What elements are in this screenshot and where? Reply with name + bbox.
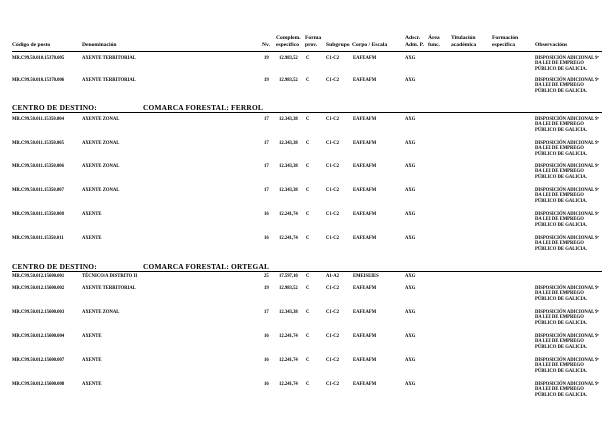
cell-codigo: MR.C99.50.012.15600.003 bbox=[12, 310, 65, 315]
observation-line: DA LEI DE EMPREGO bbox=[535, 339, 584, 345]
cell-complemento: 12.983,52 bbox=[279, 286, 298, 291]
cell-adscripcion: AXG bbox=[405, 236, 416, 241]
cell-subgrupo: C1-C2 bbox=[326, 212, 340, 217]
observation-line: PÚBLICO DE GALICIA. bbox=[535, 174, 587, 180]
cell-adscripcion: AXG bbox=[405, 78, 416, 83]
cell-corpo: EAFEAFM bbox=[353, 382, 377, 387]
header-complemento-2: específico bbox=[276, 42, 299, 48]
cell-subgrupo: C1-C2 bbox=[326, 78, 340, 83]
observation-line: DA LEI DE EMPREGO bbox=[535, 193, 584, 199]
cell-complemento: 12.343,38 bbox=[279, 117, 298, 122]
cell-observaciones bbox=[535, 236, 599, 252]
cell-corpo: EAFEAFM bbox=[353, 358, 377, 363]
observation-line: PÚBLICO DE GALICIA. bbox=[535, 127, 587, 133]
cell-subgrupo: C1-C2 bbox=[326, 358, 340, 363]
cell-adscripcion: AXG bbox=[405, 310, 416, 315]
observation-line: DISPOSICIÓN ADICIONAL 9ª bbox=[535, 56, 599, 61]
cell-complemento: 12.343,38 bbox=[279, 141, 298, 146]
cell-adscripcion: AXG bbox=[405, 117, 416, 122]
observation-line: PÚBLICO DE GALICIA. bbox=[535, 66, 587, 72]
cell-complemento: 12.241,74 bbox=[279, 382, 298, 387]
cell-subgrupo: C1-C2 bbox=[326, 382, 340, 387]
cell-subgrupo: C1-C2 bbox=[326, 164, 340, 169]
cell-complemento: 12.241,74 bbox=[279, 212, 298, 217]
cell-observaciones bbox=[535, 117, 599, 133]
cell-nivel: 16 bbox=[264, 334, 269, 339]
observation-line: DISPOSICIÓN ADICIONAL 9ª bbox=[535, 286, 599, 291]
cell-codigo: MR.C99.50.011.15350.006 bbox=[12, 164, 64, 169]
cell-subgrupo: C1-C2 bbox=[326, 286, 340, 291]
cell-observaciones bbox=[535, 141, 599, 157]
cell-forma: C bbox=[306, 56, 310, 61]
observation-line: DISPOSICIÓN ADICIONAL 9ª bbox=[535, 358, 599, 363]
cell-nivel: 19 bbox=[264, 78, 269, 83]
cell-forma: C bbox=[306, 286, 310, 291]
header-observaciones: Observacións bbox=[535, 42, 568, 48]
cell-nivel: 25 bbox=[264, 274, 269, 279]
cell-codigo: MR.C99.50.012.15600.002 bbox=[12, 286, 65, 291]
header-area-2: func. bbox=[428, 42, 440, 48]
cell-subgrupo: C1-C2 bbox=[326, 117, 340, 122]
header-formacion-2: específica bbox=[492, 42, 515, 48]
cell-forma: C bbox=[306, 117, 310, 122]
cell-denominacion: AXENTE ZONAL bbox=[82, 188, 120, 193]
section-rule bbox=[12, 112, 602, 113]
cell-forma: C bbox=[306, 358, 310, 363]
cell-denominacion: AXENTE TERRITORIAL bbox=[82, 286, 136, 291]
cell-nivel: 16 bbox=[264, 382, 269, 387]
cell-complemento: 12.241,74 bbox=[279, 334, 298, 339]
header-forma-2: prov. bbox=[305, 42, 318, 48]
cell-codigo: MR.C99.50.012.15600.007 bbox=[12, 358, 65, 363]
observation-line: PÚBLICO DE GALICIA. bbox=[535, 246, 587, 252]
observation-line: DA LEI DE EMPREGO bbox=[535, 146, 584, 152]
observation-line: DA LEI DE EMPREGO bbox=[535, 387, 584, 393]
observation-line: DISPOSICIÓN ADICIONAL 9ª bbox=[535, 164, 599, 169]
section-label: CENTRO DE DESTINO: bbox=[12, 103, 97, 112]
header-codigo: Código de posto bbox=[12, 42, 51, 48]
observation-line: DA LEI DE EMPREGO bbox=[535, 315, 584, 321]
cell-forma: C bbox=[306, 382, 310, 387]
observation-line: DISPOSICIÓN ADICIONAL 9ª bbox=[535, 117, 599, 122]
header-denominacion: Denominación bbox=[82, 42, 117, 48]
cell-corpo: EAFEAFM bbox=[353, 286, 377, 291]
cell-complemento: 12.343,38 bbox=[279, 310, 298, 315]
header-titulacion-2: académica bbox=[451, 42, 477, 48]
observation-line: DA LEI DE EMPREGO bbox=[535, 122, 584, 128]
cell-denominacion: AXENTE ZONAL bbox=[82, 164, 120, 169]
observation-line: PÚBLICO DE GALICIA. bbox=[535, 368, 587, 374]
cell-nivel: 16 bbox=[264, 212, 269, 217]
cell-adscripcion: AXG bbox=[405, 334, 416, 339]
observation-line: PÚBLICO DE GALICIA. bbox=[535, 151, 587, 157]
cell-forma: C bbox=[306, 188, 310, 193]
observation-line: DA LEI DE EMPREGO bbox=[535, 169, 584, 175]
section-title: COMARCA FORESTAL: FERROL bbox=[143, 103, 264, 112]
cell-adscripcion: AXG bbox=[405, 358, 416, 363]
observation-line: DISPOSICIÓN ADICIONAL 9ª bbox=[535, 212, 599, 217]
cell-corpo: EAFEAFM bbox=[353, 141, 377, 146]
cell-denominacion: AXENTE bbox=[82, 358, 102, 363]
header-nivel: Nv. bbox=[262, 42, 270, 48]
cell-forma: C bbox=[306, 334, 310, 339]
observation-line: DISPOSICIÓN ADICIONAL 9ª bbox=[535, 141, 599, 146]
cell-corpo: EAFEAFM bbox=[353, 236, 377, 241]
observation-line: DISPOSICIÓN ADICIONAL 9ª bbox=[535, 78, 599, 83]
header-rule bbox=[12, 51, 602, 52]
cell-observaciones bbox=[535, 286, 599, 302]
cell-subgrupo: C1-C2 bbox=[326, 188, 340, 193]
cell-denominacion: AXENTE ZONAL bbox=[82, 310, 120, 315]
cell-corpo: EAFEAFM bbox=[353, 117, 377, 122]
cell-corpo: EMEISEIES bbox=[353, 274, 379, 279]
cell-adscripcion: AXG bbox=[405, 286, 416, 291]
cell-observaciones bbox=[535, 310, 599, 326]
section-label: CENTRO DE DESTINO: bbox=[12, 262, 97, 271]
cell-nivel: 16 bbox=[264, 236, 269, 241]
cell-complemento: 12.241,74 bbox=[279, 358, 298, 363]
cell-denominacion: AXENTE TERRITORIAL bbox=[82, 56, 136, 61]
observation-line: DA LEI DE EMPREGO bbox=[535, 291, 584, 297]
observation-line: DISPOSICIÓN ADICIONAL 9ª bbox=[535, 310, 599, 315]
cell-codigo: MR.C99.50.011.15350.005 bbox=[12, 141, 64, 146]
cell-complemento: 12.343,38 bbox=[279, 188, 298, 193]
cell-adscripcion: AXG bbox=[405, 56, 416, 61]
cell-codigo: MR.C99.50.012.15600.008 bbox=[12, 382, 65, 387]
cell-corpo: EAFEAFM bbox=[353, 334, 377, 339]
observation-line: DISPOSICIÓN ADICIONAL 9ª bbox=[535, 188, 599, 193]
cell-denominacion: AXENTE TERRITORIAL bbox=[82, 78, 136, 83]
observation-line: DA LEI DE EMPREGO bbox=[535, 61, 584, 67]
observation-line: DA LEI DE EMPREGO bbox=[535, 217, 584, 223]
cell-subgrupo: C1-C2 bbox=[326, 334, 340, 339]
header-forma-1: Forma bbox=[305, 35, 322, 41]
cell-denominacion: AXENTE ZONAL bbox=[82, 141, 120, 146]
cell-codigo: MR.C99.50.011.15350.004 bbox=[12, 117, 64, 122]
cell-subgrupo: C1-C2 bbox=[326, 310, 340, 315]
cell-forma: C bbox=[306, 310, 310, 315]
cell-complemento: 12.343,38 bbox=[279, 164, 298, 169]
header-formacion-1: Formación bbox=[492, 35, 519, 41]
cell-corpo: EAFEAFM bbox=[353, 56, 377, 61]
section-rule bbox=[12, 271, 602, 272]
observation-line: PÚBLICO DE GALICIA. bbox=[535, 344, 587, 350]
cell-denominacion: AXENTE bbox=[82, 334, 102, 339]
cell-corpo: EAFEAFM bbox=[353, 310, 377, 315]
cell-corpo: EAFEAFM bbox=[353, 164, 377, 169]
cell-codigo: MR.C99.50.011.15350.007 bbox=[12, 188, 64, 193]
cell-adscripcion: AXG bbox=[405, 274, 416, 279]
cell-subgrupo: C1-C2 bbox=[326, 141, 340, 146]
cell-nivel: 17 bbox=[264, 117, 269, 122]
cell-corpo: EAFEAFM bbox=[353, 78, 377, 83]
cell-corpo: EAFEAFM bbox=[353, 212, 377, 217]
observation-line: DA LEI DE EMPREGO bbox=[535, 83, 584, 89]
cell-adscripcion: AXG bbox=[405, 212, 416, 217]
cell-nivel: 16 bbox=[264, 358, 269, 363]
header-adscr-1: Adscr. bbox=[405, 35, 421, 41]
cell-observaciones bbox=[535, 212, 599, 228]
cell-observaciones bbox=[535, 358, 599, 374]
cell-adscripcion: AXG bbox=[405, 382, 416, 387]
observation-line: DISPOSICIÓN ADICIONAL 9ª bbox=[535, 236, 599, 241]
cell-observaciones bbox=[535, 56, 599, 72]
cell-codigo: MR.C99.50.012.15600.001 bbox=[12, 274, 65, 279]
cell-observaciones bbox=[535, 78, 599, 94]
header-titulacion-1: Titulación bbox=[451, 35, 476, 41]
observation-line: PÚBLICO DE GALICIA. bbox=[535, 296, 587, 302]
cell-codigo: MR.C99.50.011.15350.008 bbox=[12, 212, 64, 217]
observation-line: PÚBLICO DE GALICIA. bbox=[535, 320, 587, 326]
cell-adscripcion: AXG bbox=[405, 141, 416, 146]
cell-complemento: 12.241,74 bbox=[279, 236, 298, 241]
cell-observaciones bbox=[535, 382, 599, 398]
cell-denominacion: TÉCNICO/A DISTRITO II bbox=[82, 274, 138, 279]
cell-corpo: EAFEAFM bbox=[353, 188, 377, 193]
cell-observaciones bbox=[535, 188, 599, 204]
header-subgrupo: Subgrupo bbox=[326, 42, 350, 48]
cell-subgrupo: A1-A2 bbox=[326, 274, 340, 279]
observation-line: DISPOSICIÓN ADICIONAL 9ª bbox=[535, 382, 599, 387]
header-adscr-2: Adm. P. bbox=[405, 42, 424, 48]
header-corpo: Corpo / Escala bbox=[352, 42, 388, 48]
observation-line: PÚBLICO DE GALICIA. bbox=[535, 392, 587, 398]
cell-nivel: 17 bbox=[264, 188, 269, 193]
observation-line: PÚBLICO DE GALICIA. bbox=[535, 88, 587, 94]
observation-line: PÚBLICO DE GALICIA. bbox=[535, 198, 587, 204]
cell-nivel: 17 bbox=[264, 164, 269, 169]
cell-codigo: MR.C99.50.010.15370.006 bbox=[12, 78, 65, 83]
cell-denominacion: AXENTE bbox=[82, 382, 102, 387]
cell-nivel: 17 bbox=[264, 141, 269, 146]
header-complemento-1: Complem. bbox=[276, 35, 301, 41]
observation-line: DA LEI DE EMPREGO bbox=[535, 241, 584, 247]
section-title: COMARCA FORESTAL: ORTEGAL bbox=[143, 262, 270, 271]
cell-forma: C bbox=[306, 164, 310, 169]
cell-forma: C bbox=[306, 78, 310, 83]
cell-nivel: 19 bbox=[264, 56, 269, 61]
cell-codigo: MR.C99.50.011.15350.011 bbox=[12, 236, 64, 241]
cell-forma: C bbox=[306, 236, 310, 241]
cell-denominacion: AXENTE ZONAL bbox=[82, 117, 120, 122]
cell-forma: C bbox=[306, 212, 310, 217]
cell-subgrupo: C1-C2 bbox=[326, 56, 340, 61]
header-area-1: Área bbox=[428, 35, 440, 41]
observation-line: DISPOSICIÓN ADICIONAL 9ª bbox=[535, 334, 599, 339]
cell-complemento: 17.597,10 bbox=[279, 274, 298, 279]
cell-adscripcion: AXG bbox=[405, 188, 416, 193]
cell-observaciones bbox=[535, 164, 599, 180]
observation-line: DA LEI DE EMPREGO bbox=[535, 363, 584, 369]
cell-forma: C bbox=[306, 274, 310, 279]
cell-nivel: 17 bbox=[264, 310, 269, 315]
cell-adscripcion: AXG bbox=[405, 164, 416, 169]
cell-complemento: 12.983,52 bbox=[279, 78, 298, 83]
cell-forma: C bbox=[306, 141, 310, 146]
cell-complemento: 12.983,52 bbox=[279, 56, 298, 61]
cell-subgrupo: C1-C2 bbox=[326, 236, 340, 241]
cell-observaciones bbox=[535, 334, 599, 350]
cell-denominacion: AXENTE bbox=[82, 236, 102, 241]
cell-codigo: MR.C99.50.012.15600.004 bbox=[12, 334, 65, 339]
cell-codigo: MR.C99.50.010.15370.005 bbox=[12, 56, 65, 61]
cell-denominacion: AXENTE bbox=[82, 212, 102, 217]
observation-line: PÚBLICO DE GALICIA. bbox=[535, 222, 587, 228]
cell-nivel: 19 bbox=[264, 286, 269, 291]
